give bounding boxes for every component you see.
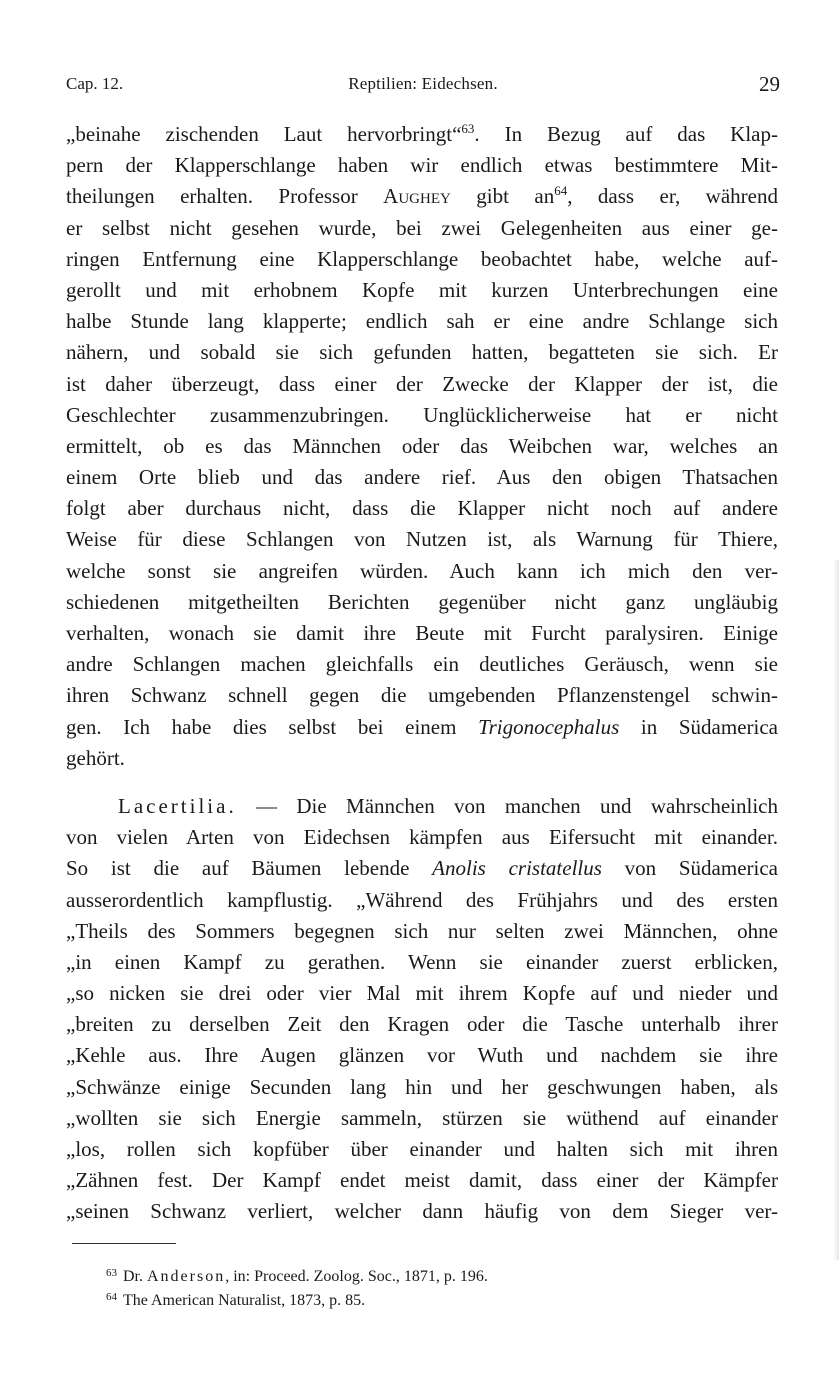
- footnote-number: 63: [106, 1267, 117, 1279]
- running-header: [66, 74, 780, 98]
- paragraph-rattlesnake: [66, 119, 778, 774]
- text-line: „seinen Schwanz verliert, welcher dann häufig von dem Sieger ver-: [66, 1199, 778, 1224]
- text-line: gen. Ich habe dies selbst bei einem Trigonocephalus in Südamerica: [66, 714, 778, 739]
- cited-author: Anderson: [147, 1268, 226, 1285]
- text-line: „Schwänze einige Secunden lang hin und her geschwungen haben, als: [66, 1074, 778, 1099]
- text-line: „beinahe zischenden Laut hervorbringt“$^{63}$. In Bezug auf das Klap-: [66, 121, 778, 146]
- text-line: So ist die auf Bäumen lebende Anolis cristatellus von Südamerica: [66, 856, 778, 881]
- paragraph-lacertilia: [66, 791, 778, 1228]
- text-line: schiedenen mitgetheilten Berichten gegenüber nicht ganz ungläubig: [66, 589, 778, 614]
- text-line: andre Schlangen machen gleichfalls ein deutliches Geräusch, wenn sie: [66, 652, 778, 677]
- text-line: ist daher überzeugt, dass einer der Zwecke der Klapper der ist, die: [66, 371, 778, 396]
- species-name: Trigonocephalus: [478, 714, 620, 739]
- page-number: 29: [759, 72, 780, 96]
- text-line: folgt aber durchaus nicht, dass die Klapper nicht noch auf andere: [66, 496, 778, 521]
- text-line: gerollt und mit erhobnem Kopfe mit kurzen Unterbrechungen eine: [66, 277, 778, 302]
- text-line: ausserordentlich kampflustig. „Während des Frühjahrs und des ersten: [66, 887, 778, 912]
- text-line: „wollten sie sich Energie sammeln, stürzen sie wüthend auf einander: [66, 1105, 778, 1130]
- text-line: „breiten zu derselben Zeit den Kragen oder die Tasche unterhalb ihrer: [66, 1012, 778, 1037]
- footnote-63: $^{63}$ Dr. Anderson, in: Proceed. Zoolog. Soc., 1871, p. 196.: [106, 1267, 488, 1285]
- footnotes: [106, 1261, 746, 1309]
- text-line: pern der Klapperschlange haben wir endlich etwas bestimmtere Mit-: [66, 153, 778, 178]
- species-name: Anolis cristatellus: [432, 856, 602, 881]
- text-line: Geschlechter zusammenzubringen. Unglücklicherweise hat er nicht: [66, 402, 778, 427]
- footnote-ref[interactable]: 63: [461, 121, 475, 136]
- author-name: Aughey: [383, 184, 451, 209]
- text-line: nähern, und sobald sie sich gefunden hatten, begatteten sie sich. Er: [66, 340, 778, 365]
- text-line: „in einen Kampf zu gerathen. Wenn sie einander zuerst erblicken,: [66, 949, 778, 974]
- chapter-label: Cap. 12.: [66, 74, 124, 93]
- text-line: theilungen erhalten. Professor Aughey gibt $an^{64}$, dass er, während: [66, 183, 778, 209]
- text-line: Lacertilia. — Die Männchen von manchen und wahrscheinlich: [118, 793, 778, 818]
- text-line: welche sonst sie angreifen würden. Auch kann ich mich den ver-: [66, 558, 778, 583]
- text-line: Weise für diese Schlangen von Nutzen ist, als Warnung für Thiere,: [66, 527, 778, 552]
- text-line: ihren Schwanz schnell gegen die umgebenden Pflanzenstengel schwin-: [66, 683, 778, 708]
- text-line: „Kehle aus. Ihre Augen glänzen vor Wuth und nachdem sie ihre: [66, 1043, 778, 1068]
- footnote-64: $^{64}$ The American Naturalist, 1873, p. 85.: [106, 1291, 366, 1309]
- text-line: einem Orte blieb und das andere rief. Aus den obigen Thatsachen: [66, 465, 778, 490]
- text-line: „Zähnen fest. Der Kampf endet meist damit, dass einer der Kämpfer: [66, 1168, 778, 1193]
- text-line: er selbst nicht gesehen wurde, bei zwei Gelegenheiten aus einer ge-: [66, 215, 778, 240]
- text-line: ermittelt, ob es das Männchen oder das Weibchen war, welches an: [66, 433, 778, 458]
- footnote-rule: [72, 1243, 176, 1244]
- footnote-number: 64: [106, 1291, 117, 1303]
- text-line: gehört.: [66, 745, 125, 770]
- text-line: „los, rollen sich kopfüber über einander und halten sich mit ihren: [66, 1137, 778, 1161]
- body-text: [66, 119, 778, 1228]
- text-line: von vielen Arten von Eidechsen kämpfen aus Eifersucht mit einander.: [66, 825, 778, 850]
- text-line: verhalten, wonach sie damit ihre Beute mit Furcht paralysiren. Einige: [66, 621, 778, 645]
- paragraph-gap: [66, 774, 778, 791]
- text-line: „Theils des Sommers begegnen sich nur selten zwei Männchen, ohne: [66, 918, 778, 943]
- text-line: „so nicken sie drei oder vier Mal mit ihrem Kopfe auf und nieder und: [66, 981, 778, 1006]
- text-line: ringen Entfernung eine Klapperschlange beobachtet habe, welche auf-: [66, 246, 778, 271]
- section-heading: Lacertilia.: [118, 793, 237, 818]
- text-line: halbe Stunde lang klapperte; endlich sah er eine andre Schlange sich: [66, 309, 778, 334]
- footnote-ref[interactable]: 64: [554, 183, 568, 199]
- running-title: Reptilien: Eidechsen.: [348, 74, 498, 93]
- page-edge-shadow: [833, 560, 839, 1260]
